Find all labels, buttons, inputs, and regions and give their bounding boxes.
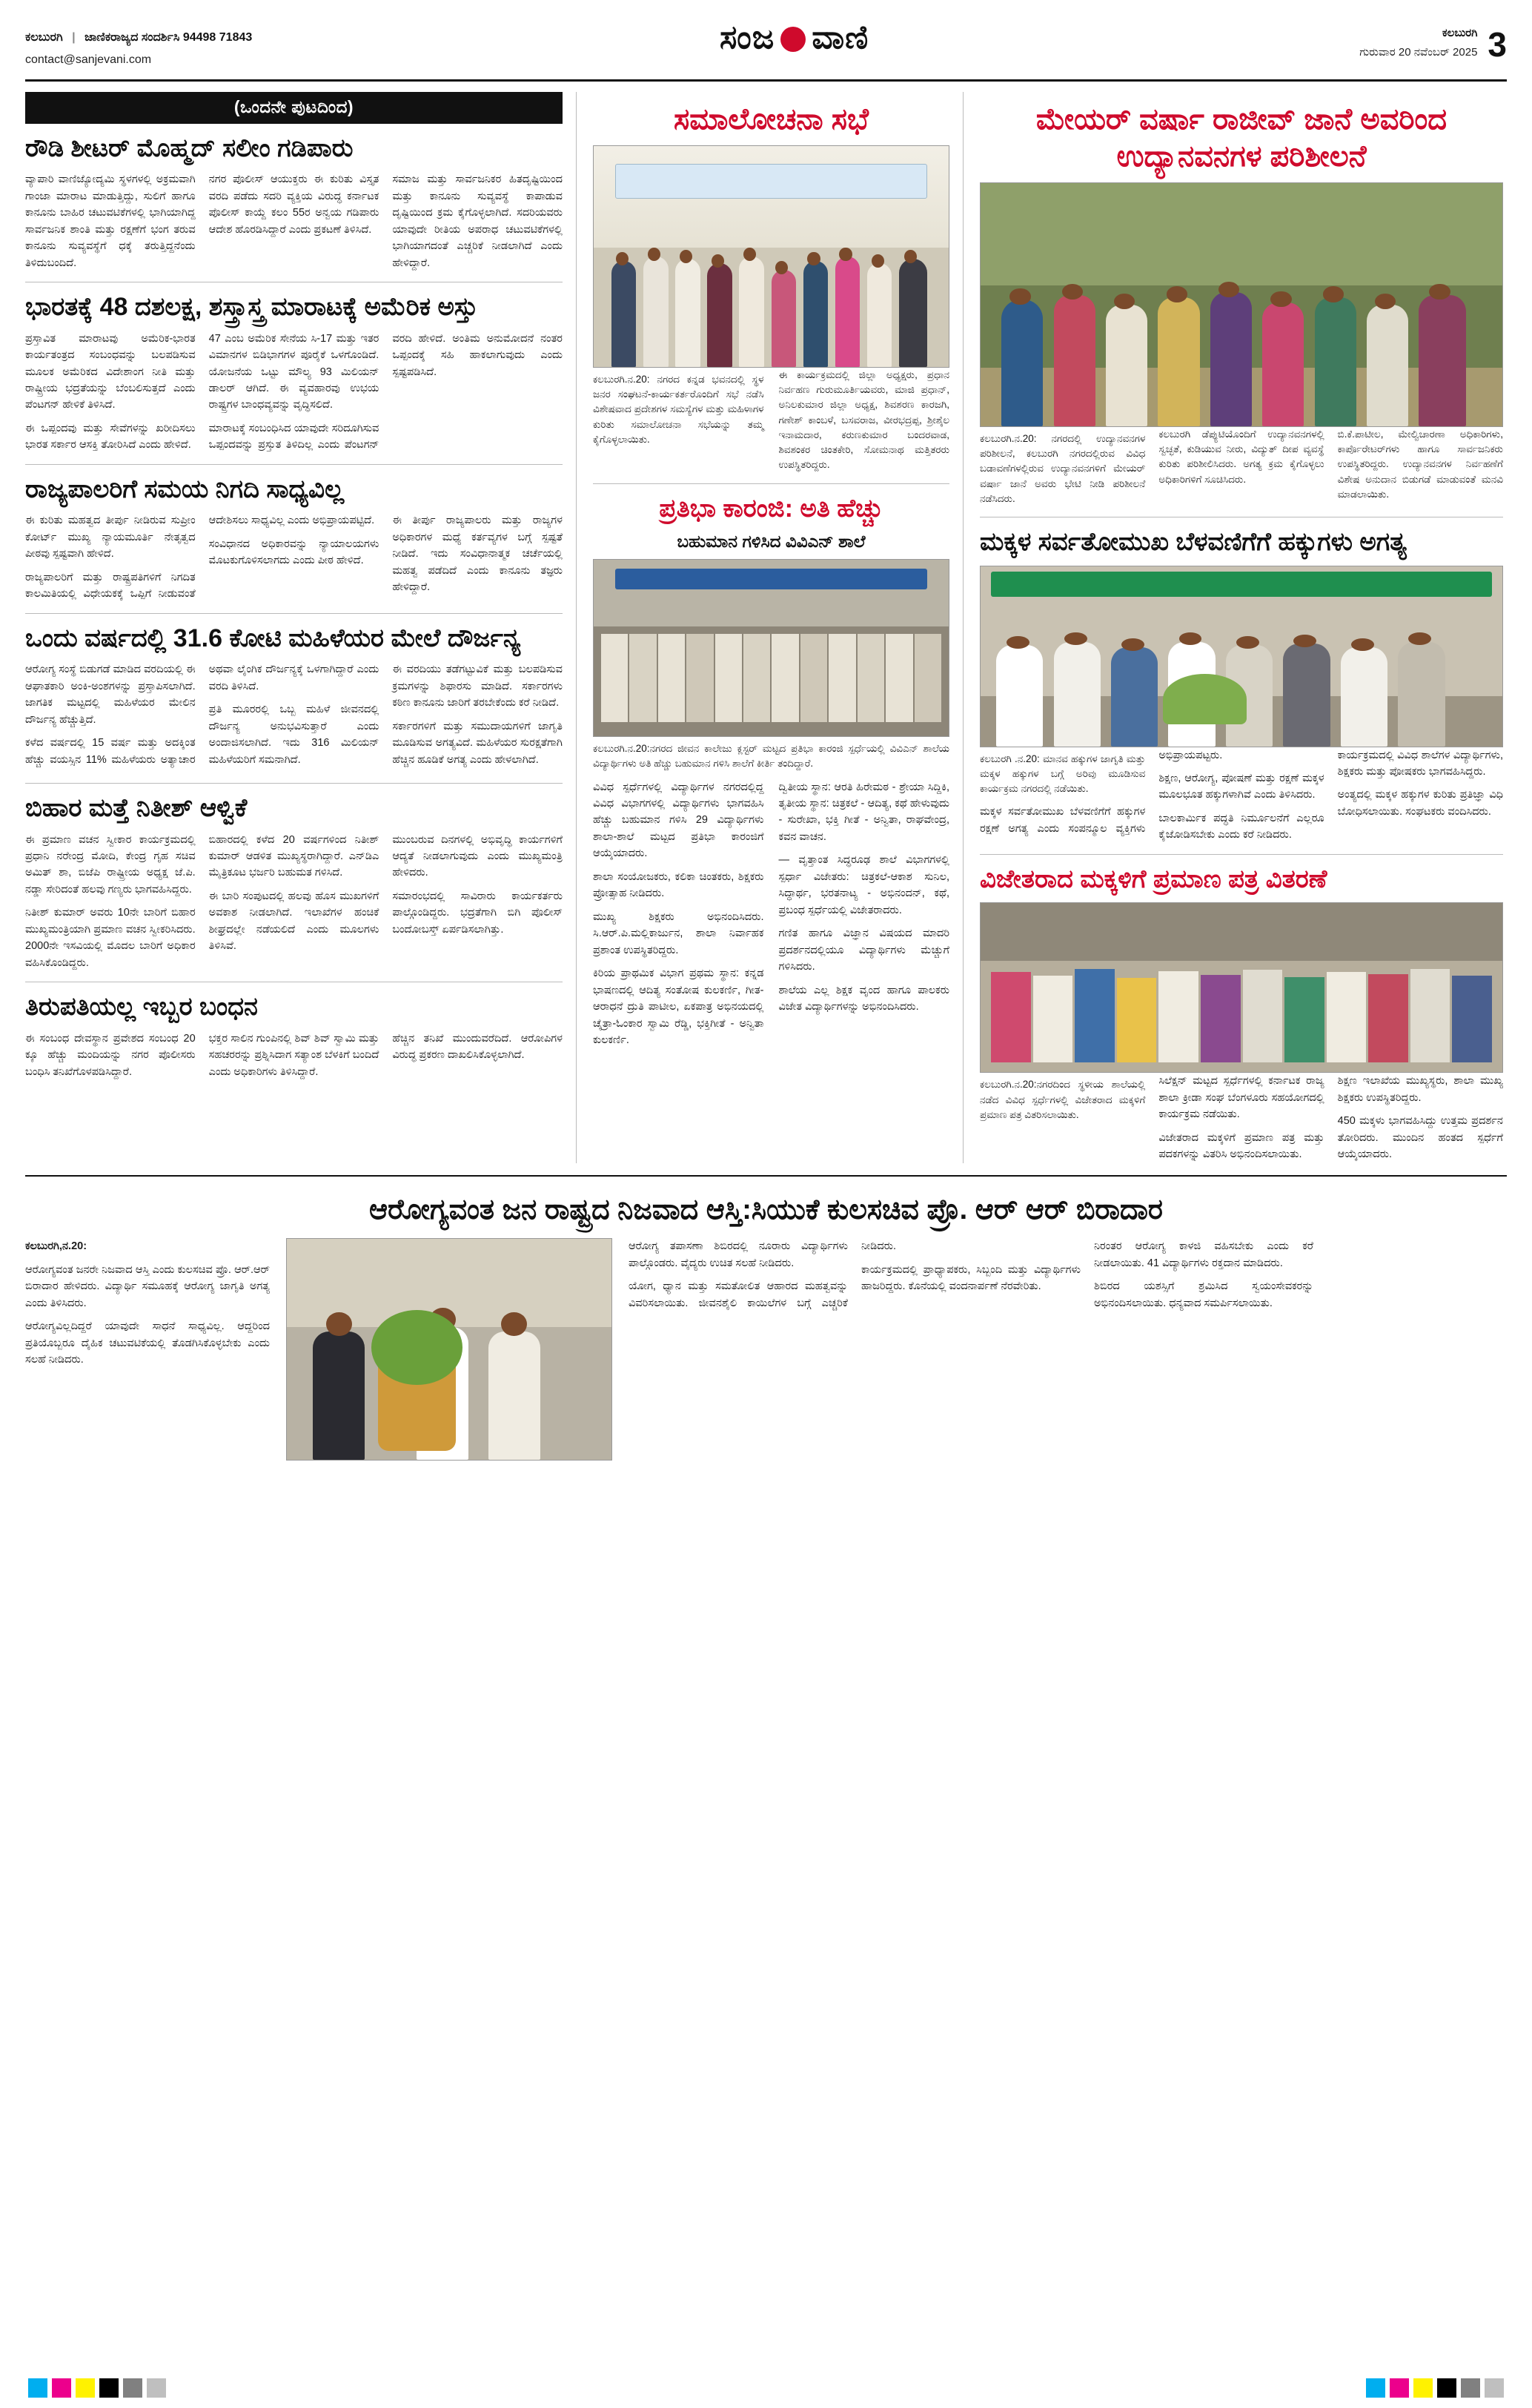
paragraph: ಅಂತ್ಯದಲ್ಲಿ ಮಕ್ಕಳ ಹಕ್ಕುಗಳ ಕುರಿತು ಪ್ರತಿಜ್ಞಾ ವಿಧಿ ಬೋಧಿಸಲಾಯಿತು. ಸಂಘಟಕರು ವಂದಿಸಿದರು. (1337, 789, 1503, 818)
swatch-cyan (1366, 2378, 1385, 2398)
photo-caption: ಬಿ.ಕೆ.ಪಾಟೀಲ, ಮೇಲ್ವಿಚಾರಣಾ ಅಧಿಕಾರಿಗಳು, ಕಾರ್ಪೊರೇಟರ್‌ಗಳು ಹಾಗೂ ಸಾರ್ವಜನಿಕರು ಉಪಸ್ಥಿತರಿದ್ದರು. ಉದ್ಯಾನವನಗಳ ನಿರ್ವಹಣೆಗೆ ವಿಶೇಷ ಅನುದಾನ ಬಿಡುಗಡೆ ಮಾಡುವಂತೆ ಮನವಿ ಮಾಡಲಾಯಿತು. (1337, 428, 1503, 500)
continued-from-page-one-banner: (ಒಂದನೇ ಪುಟದಿಂದ) (25, 92, 563, 124)
paragraph: ಸಮಾಜ ಮತ್ತು ಸಾರ್ವಜನಿಕರ ಹಿತದೃಷ್ಟಿಯಿಂದ ಮತ್ತು ಕಾನೂನು ಸುವ್ಯವಸ್ಥೆ ಕಾಪಾಡುವ ದೃಷ್ಟಿಯಿಂದ ಕ್ರಮ ಕೈಗೊಳ್ಳಲಾಗಿದೆ. ಸದರಿಯವರು ಯಾವುದೇ ರೀತಿಯ ಅಪರಾಧ ಚಟುವಟಿಕೆಗಳಲ್ಲಿ ಭಾಗಿಯಾಗದಂತೆ ಎಚ್ಚರಿಕೆ ನೀಡಲಾಗಿದೆ ಎಂದು ಹೇಳಿದ್ದಾರೆ. (392, 173, 563, 269)
story-governor-timeline-body (25, 512, 563, 602)
masthead-separator: | (72, 31, 76, 44)
caption-consultation-meeting (593, 368, 949, 473)
paragraph: ಯೋಗ, ಧ್ಯಾನ ಮತ್ತು ಸಮತೋಲಿತ ಆಹಾರದ ಮಹತ್ವವನ್ನು ವಿವರಿಸಲಾಯಿತು. ಜೀವನಶೈಲಿ ಕಾಯಿಲೆಗಳ ಬಗ್ಗೆ ಎಚ್ಚರಿಕೆ ನೀಡಿದರು. (629, 1240, 897, 1309)
paragraph: ಮಕ್ಕಳ ಸರ್ವತೋಮುಖ ಬೆಳವಣಿಗೆಗೆ ಹಕ್ಕುಗಳ ರಕ್ಷಣೆ ಅಗತ್ಯ ಎಂದು ಸಂಪನ್ಮೂಲ ವ್ಯಕ್ತಿಗಳು ಅಭಿಪ್ರಾಯಪಟ್ಟರು. (980, 749, 1223, 835)
paragraph: ರಾಜ್ಯಪಾಲರಿಗೆ ಮತ್ತು ರಾಷ್ಟ್ರಪತಿಗಳಿಗೆ ನಿಗದಿತ ಕಾಲಮಿತಿಯಲ್ಲಿ ವಿಧೇಯಕಕ್ಕೆ ಒಪ್ಪಿಗೆ ನೀಡುವಂತೆ ಆದೇಶಿಸಲು ಸಾಧ್ಯವಿಲ್ಲ ಎಂದು ಅಭಿಪ್ರಾಯಪಟ್ಟಿದೆ. (25, 515, 375, 601)
paragraph: ದ್ವಿತೀಯ ಸ್ಥಾನ: ಆರತಿ ಹಿರೇಮಠ - ಶ್ರೇಯಾ ಸಿದ್ದಿಕಿ, ತೃತೀಯ ಸ್ಥಾನ: ಚಿತ್ರಕಲೆ - ಆದಿತ್ಯ, ಕಥೆ ಹೇಳುವುದು - ಸುರೇಖಾ, ಭಕ್ತಿ ಗೀತೆ - ಅನ್ವಿತಾ, ರಾಘವೇಂದ್ರ, ಕವನ ವಾಚನ. (778, 781, 949, 843)
story-violence-against-women-body (25, 661, 563, 773)
masthead-phone: 94498 71843 (182, 31, 253, 44)
bottom-story-intro (25, 1238, 270, 1461)
column-right (980, 92, 1503, 1163)
paragraph: ಪ್ರಸ್ತಾವಿತ ಮಾರಾಟವು ಅಮೆರಿಕ-ಭಾರತ ಕಾರ್ಯತಂತ್ರದ ಸಂಬಂಧವನ್ನು ಬಲಪಡಿಸುವ ಮೂಲಕ ಅಮೆರಿಕದ ವಿದೇಶಾಂಗ ನೀತಿ ಮತ್ತು ರಾಷ್ಟ್ರೀಯ ಭದ್ರತೆಯನ್ನು ಬೆಂಬಲಿಸುತ್ತದೆ ಎಂದು ಪೆಂಟಗನ್ ಹೇಳಿಕೆ ತಿಳಿಸಿದೆ. (25, 332, 196, 411)
paragraph: ನಿತೀಶ್ ಕುಮಾರ್ ಅವರು 10ನೇ ಬಾರಿಗೆ ಬಿಹಾರ ಮುಖ್ಯಮಂತ್ರಿಯಾಗಿ ಪ್ರಮಾಣ ವಚನ ಸ್ವೀಕರಿಸಿದರು. 2000ನೇ ಇಸವಿಯಲ್ಲಿ ಮೊದಲ ಬಾರಿಗೆ ಅಧಿಕಾರ ವಹಿಸಿಕೊಂಡಿದ್ದರು. (25, 907, 196, 969)
swatch-gray-25 (1485, 2378, 1504, 2398)
photo-mayor-park-inspection (980, 182, 1503, 427)
logo-text-right: ವಾಣಿ (812, 19, 869, 56)
divider (25, 783, 563, 784)
photo-consultation-meeting (593, 145, 949, 368)
masthead-tagline: ಜಾಣಿಕರಾಜ್ಯದ ಸಂದರ್ಶಿಸಿ (84, 31, 180, 44)
photo-child-rights (980, 566, 1503, 747)
dateline: ಕಲಬುರಗಿ,ನ.20: (25, 1240, 87, 1253)
page-body (25, 82, 1507, 1163)
story-certificate-distribution-body (980, 1073, 1503, 1162)
photo-pratibha-karanji (593, 559, 949, 737)
swatch-yellow (76, 2378, 95, 2398)
paragraph: ಈ ವರದಿಯು ತಡೆಗಟ್ಟುವಿಕೆ ಮತ್ತು ಬಲಪಡಿಸುವ ಕ್ರಮಗಳನ್ನು ಶಿಫಾರಸು ಮಾಡಿದೆ. ಸರ್ಕಾರಗಳು ಕಠಿಣ ಕಾನೂನು ಜಾರಿಗೆ ತರಬೇಕೆಂದು ಕರೆ ನೀಡಿದೆ. (392, 664, 563, 710)
paragraph: ಶಿಕ್ಷಣ, ಆರೋಗ್ಯ, ಪೋಷಣೆ ಮತ್ತು ರಕ್ಷಣೆ ಮಕ್ಕಳ ಮೂಲಭೂತ ಹಕ್ಕುಗಳಾಗಿವೆ ಎಂದು ತಿಳಿಸಿದರು. (1158, 773, 1324, 801)
story-pratibha-karanji-body (593, 779, 949, 1049)
photo-caption: ಕಲಬುರಗಿ.ನ.20:ನಗರದಿಂದ ಸ್ಥಳೀಯ ಶಾಲೆಯಲ್ಲಿ ನಡೆದ ವಿವಿಧ ಸ್ಪರ್ಧೆಗಳಲ್ಲಿ ವಿಜೇತರಾದ ಮಕ್ಕಳಿಗೆ ಪ್ರಮಾಣ ಪತ್ರ ವಿತರಿಸಲಾಯಿತು. (980, 1079, 1146, 1120)
paragraph: ಶಾಲೆಯ ಎಲ್ಲ ಶಿಕ್ಷಕ ವೃಂದ ಹಾಗೂ ಪಾಲಕರು ವಿಜೇತ ವಿದ್ಯಾರ್ಥಿಗಳನ್ನು ಅಭಿನಂದಿಸಿದರು. (778, 984, 949, 1013)
headline-rowdy-sheeter: ರೌಡಿ ಶೀಟರ್ ಮೊಹ್ಮದ್ ಸಲೀಂ ಗಡಿಪಾರು (25, 133, 354, 162)
column-middle (593, 92, 964, 1163)
divider (980, 854, 1503, 855)
paragraph: ಆರೋಗ್ಯ ತಪಾಸಣಾ ಶಿಬಿರದಲ್ಲಿ ನೂರಾರು ವಿದ್ಯಾರ್ಥಿಗಳು ಪಾಲ್ಗೊಂಡರು. ವೈದ್ಯರು ಉಚಿತ ಸಲಹೆ ನೀಡಿದರು. (629, 1240, 848, 1269)
paragraph: ಗಣಿತ ಹಾಗೂ ವಿಜ್ಞಾನ ವಿಷಯದ ಮಾದರಿ ಪ್ರದರ್ಶನದಲ್ಲಿಯೂ ವಿದ್ಯಾರ್ಥಿಗಳು ಮೆಚ್ಚುಗೆ ಗಳಿಸಿದರು. (778, 927, 949, 973)
masthead-place: ಕಲಬುರಗಿ (25, 31, 63, 44)
headline-governor-timeline: ರಾಜ್ಯಪಾಲರಿಗೆ ಸಮಯ ನಿಗದಿ ಸಾಧ್ಯವಿಲ್ಲ (25, 474, 345, 503)
masthead (25, 19, 1507, 82)
swatch-magenta (1390, 2378, 1409, 2398)
paragraph: ಈ ಒಪ್ಪಂದವು ಮತ್ತು ಸೇವೆಗಳನ್ನು ಖರೀದಿಸಲು ಭಾರತ ಸರ್ಕಾರ ಆಸಕ್ತಿ ತೋರಿಸಿದೆ ಎಂದು ಹೇಳಿದೆ. (25, 422, 196, 452)
headline-consultation-meeting: ಸಮಾಲೋಚನಾ ಸಭೆ (674, 102, 869, 136)
paragraph: ಕಳೆದ ವರ್ಷದಲ್ಲಿ 15 ವರ್ಷ ಮತ್ತು ಅದಕ್ಕಿಂತ ಹೆಚ್ಚು ವಯಸ್ಸಿನ 11% ಮಹಿಳೆಯರು ಅತ್ಯಾಚಾರ ಅಥವಾ ಲೈಂಗಿಕ ದೌರ್ಜನ್ಯಕ್ಕೆ ಒಳಗಾಗಿದ್ದಾರೆ ಎಂದು ವರದಿ ತಿಳಿಸಿದೆ. (25, 664, 379, 766)
paragraph: ಈ ಪ್ರಮಾಣ ವಚನ ಸ್ವೀಕಾರ ಕಾರ್ಯಕ್ರಮದಲ್ಲಿ ಪ್ರಧಾನಿ ನರೇಂದ್ರ ಮೋದಿ, ಕೇಂದ್ರ ಗೃಹ ಸಚಿವ ಅಮಿತ್ ಶಾ, ಬಿಜೆಪಿ ರಾಷ್ಟ್ರೀಯ ಅಧ್ಯಕ್ಷ ಜೆ.ಪಿ. ನಡ್ಡಾ ಸೇರಿದಂತೆ ಹಲವು ಗಣ್ಯರು ಭಾಗವಹಿಸಿದ್ದರು. (25, 833, 196, 896)
paragraph: ಈ ಸಂಬಂಧ ದೇವಸ್ಥಾನ ಪ್ರವೇಶದ ಸಂಬಂಧ 20 ಕ್ಕೂ ಹೆಚ್ಚು ಮಂದಿಯನ್ನು ನಗರ ಪೊಲೀಸರು ಬಂಧಿಸಿ ತನಿಖೆಗೊಳಪಡಿಸಿದ್ದಾರೆ. (25, 1032, 196, 1078)
paragraph: ವಿಜೇತರಾದ ಮಕ್ಕಳಿಗೆ ಪ್ರಮಾಣ ಪತ್ರ ಮತ್ತು ಪದಕಗಳನ್ನು ವಿತರಿಸಿ ಅಭಿನಂದಿಸಲಾಯಿತು. (1158, 1131, 1324, 1161)
swatch-black (99, 2378, 119, 2398)
divider (593, 483, 949, 484)
paragraph: — ವೃತ್ತಾಂತ ಸಿದ್ಧರೂಢ ಶಾಲೆ ವಿಭಾಗಗಳಲ್ಲಿ ಸ್ಪರ್ಧಾ ವಿಜೇತರು: ಚಿತ್ರಕಲೆ-ಆಕಾಶ ಸುನಿಲ, ಸಿದ್ಧಾರ್ಥ, ಭರತನಾಟ್ಯ - ಅಭಿನಂದನ್, ಕಥೆ, ಪ್ರಬಂಧ ಸ್ಪರ್ಧೆಯಲ್ಲಿ ವಿಜೇತರಾದರು. (778, 854, 949, 916)
swatch-gray-25 (147, 2378, 166, 2398)
photo-certificate-distribution (980, 902, 1503, 1073)
headline-us-arms-sale: ಭಾರತಕ್ಕೆ 48 ದಶಲಕ್ಷ, ಶಸ್ತ್ರಾಸ್ತ್ರ ಮಾರಾಟಕ್ಕೆ ಅಮೆರಿಕ ಅಸ್ತು (25, 293, 478, 322)
captions-mayor-park-inspection (980, 427, 1503, 506)
divider (25, 464, 563, 465)
photo-health-event (286, 1238, 612, 1461)
paragraph: ಸಮಾರಂಭದಲ್ಲಿ ಸಾವಿರಾರು ಕಾರ್ಯಕರ್ತರು ಪಾಲ್ಗೊಂಡಿದ್ದರು. ಭದ್ರತೆಗಾಗಿ ಬಿಗಿ ಪೊಲೀಸ್ ಬಂದೋಬಸ್ತ್ ಏರ್ಪಡಿಸಲಾಗಿತ್ತು. (392, 890, 563, 936)
paragraph: ಆರೋಗ್ಯವಿಲ್ಲದಿದ್ದರೆ ಯಾವುದೇ ಸಾಧನೆ ಸಾಧ್ಯವಿಲ್ಲ. ಆದ್ದರಿಂದ ಪ್ರತಿಯೊಬ್ಬರೂ ದೈಹಿಕ ಚಟುವಟಿಕೆಯಲ್ಲಿ ತೊಡಗಿಸಿಕೊಳ್ಳಬೇಕು ಎಂದು ಸಲಹೆ ನೀಡಿದರು. (25, 1320, 270, 1366)
headline-health-registrar: ಆರೋಗ್ಯವಂತ ಜನ ರಾಷ್ಟ್ರದ ನಿಜವಾದ ಆಸ್ತಿ:ಸಿಯುಕೆ ಕುಲಸಚಿವ ಪ್ರೊ. ಆರ್ ಆರ್ ಬಿರಾದಾರ (369, 1194, 1163, 1226)
bottom-story (25, 1175, 1507, 1461)
divider (25, 613, 563, 614)
paragraph: ಮುಂಬರುವ ದಿನಗಳಲ್ಲಿ ಅಭಿವೃದ್ಧಿ ಕಾರ್ಯಗಳಿಗೆ ಆದ್ಯತೆ ನೀಡಲಾಗುವುದು ಎಂದು ಮುಖ್ಯಮಂತ್ರಿ ಹೇಳಿದರು. (392, 833, 563, 879)
photo-caption: ಕಲಬುರಗಿ.ನ.20: ನಗರದ ಕನ್ನಡ ಭವನದಲ್ಲಿ ಸ್ಥಳ ಜನರ ಸಂಘಟನೆ-ಕಾರ್ಯಕರ್ತರೊಂದಿಗೆ ಸಭೆ ನಡೆಸಿ ವಿಶೇಷವಾದ ಪ್ರದೇಶಗಳ ಸಮಸ್ಯೆಗಳ ಮತ್ತು ಮಹಿಳಾಗಳ ಕುರಿತು ಸಮಾಲೋಚನಾ ಸಭೆಯನ್ನು ತಮ್ಮ ಕೈಗೊಳ್ಳಲಾಯಿತು. (593, 373, 764, 445)
headline-pratibha-karanji: ಪ್ರತಿಭಾ ಕಾರಂಜಿ: ಅತಿ ಹೆಚ್ಚು (659, 494, 883, 523)
paragraph: ಶಾಲಾ ಸಂಯೋಜಕರು, ಕಲಿಕಾ ಚಿಂತಕರು, ಶಿಕ್ಷಕರು ಪ್ರೋತ್ಸಾಹ ನೀಡಿದರು. (593, 870, 764, 900)
paragraph: ಬಾಲಕಾರ್ಮಿಕ ಪದ್ಧತಿ ನಿರ್ಮೂಲನೆಗೆ ಎಲ್ಲರೂ ಕೈಜೋಡಿಸಬೇಕು ಎಂದು ಕರೆ ನೀಡಿದರು. (1158, 812, 1324, 841)
paragraph: ಹೆಚ್ಚಿನ ತನಿಖೆ ಮುಂದುವರೆದಿದೆ. ಆರೋಪಿಗಳ ವಿರುದ್ಧ ಪ್ರಕರಣ ದಾಖಲಿಸಿಕೊಳ್ಳಲಾಗಿದೆ. (392, 1032, 563, 1062)
headline-bihar-nitish: ಬಿಹಾರ ಮತ್ತೆ ನಿತೀಶ್ ಆಳ್ವಿಕೆ (25, 794, 248, 823)
paragraph: ಆರೋಗ್ಯ ಸಂಸ್ಥೆ ಬಿಡುಗಡೆ ಮಾಡಿದ ವರದಿಯಲ್ಲಿ ಈ ಆಘಾತಕಾರಿ ಅಂಕಿ-ಅಂಶಗಳನ್ನು ಪ್ರಸ್ತಾಪಿಸಲಾಗಿದೆ. ಜಾಗತಿಕ ಮಟ್ಟದಲ್ಲಿ ಮಹಿಳೆಯರ ಮೇಲಿನ ದೌರ್ಜನ್ಯ ಹೆಚ್ಚುತ್ತಿದೆ. (25, 664, 196, 726)
paragraph: ಕಿರಿಯ ಪ್ರಾಥಮಿಕ ವಿಭಾಗ ಪ್ರಥಮ ಸ್ಥಾನ: ಕನ್ನಡ ಭಾಷಣದಲ್ಲಿ ಆದಿತ್ಯ ಸಂತೋಷ ಕುಲಕರ್ಣಿ, ಗೀತ-ಆರಾಧನೆ ದ್ರುತಿ ಪಾಟೀಲ, ಏಕಪಾತ್ರ ಅಭಿನಯದಲ್ಲಿ ಚೈತ್ರಾ-ಓಂಕಾರ ಸ್ವಾಮಿ ರೆಡ್ಡಿ, ಭಕ್ತಿಗೀತೆ - ಅನ್ವಿತಾ ಕುಲಕರ್ಣಿ. (593, 968, 764, 1047)
paragraph: 450 ಮಕ್ಕಳು ಭಾಗವಹಿಸಿದ್ದು ಉತ್ತಮ ಪ್ರದರ್ಶನ ತೋರಿದರು. ಮುಂದಿನ ಹಂತದ ಸ್ಪರ್ಧೆಗೆ ಆಯ್ಕೆಯಾದರು. (1337, 1115, 1503, 1161)
logo-text-left: ಸಂಜ (719, 19, 775, 56)
paragraph: ಮಾರಾಟಕ್ಕೆ ಸಂಬಂಧಿಸಿದ ಯಾವುದೇ ಸರಿದೂಗಿಸುವ ಒಪ್ಪಂದವನ್ನು ಪ್ರಸ್ತುತ ತಿಳಿದಿಲ್ಲ ಎಂದು ಪೆಂಟಗನ್ ವರದಿ ಹೇಳಿದೆ. ಅಂತಿಮ ಅನುಮೋದನೆ ನಂತರ ಒಪ್ಪಂದಕ್ಕೆ ಸಹಿ ಹಾಕಲಾಗುವುದು ಎಂದು ಸ್ಪಷ್ಟಪಡಿಸಿದೆ. (208, 332, 563, 452)
paragraph: ಆರೋಗ್ಯವಂತ ಜನರೇ ನಿಜವಾದ ಆಸ್ತಿ ಎಂದು ಕುಲಸಚಿವ ಪ್ರೊ. ಆರ್.ಆರ್ ಬಿರಾದಾರ ಹೇಳಿದರು. ವಿದ್ಯಾರ್ಥಿ ಸಮೂಹಕ್ಕೆ ಆರೋಗ್ಯ ಜಾಗೃತಿ ಅಗತ್ಯ ಎಂದು ತಿಳಿಸಿದರು. (25, 1263, 270, 1309)
paragraph: ಕಾರ್ಯಕ್ರಮದಲ್ಲಿ ಪ್ರಾಧ್ಯಾಪಕರು, ಸಿಬ್ಬಂದಿ ಮತ್ತು ವಿದ್ಯಾರ್ಥಿಗಳು ಹಾಜರಿದ್ದರು. ಕೊನೆಯಲ್ಲಿ ವಂದನಾರ್ಪಣೆ ನೆರವೇರಿತು. (861, 1263, 1081, 1293)
paragraph: ಈ ಕುರಿತು ಮಹತ್ವದ ತೀರ್ಪು ನೀಡಿರುವ ಸುಪ್ರೀಂ ಕೋರ್ಟ್ ಮುಖ್ಯ ನ್ಯಾಯಮೂರ್ತಿ ನೇತೃತ್ವದ ಪೀಠವು ಸ್ಪಷ್ಟವಾಗಿ ಹೇಳಿದೆ. (25, 515, 196, 560)
headline-tirupati-arrests: ತಿರುಪತಿಯಲ್ಲ ಇಬ್ಬರ ಬಂಧನ (25, 993, 258, 1022)
masthead-edition: ಕಲಬುರಗಿ (1442, 27, 1478, 39)
paragraph: 47 ಎಂಬ ಅಮೆರಿಕ ಸೇನೆಯ ಸಿ-17 ಮತ್ತು ಇತರ ವಿಮಾನಗಳ ಬಿಡಿಭಾಗಗಳ ಪೂರೈಕೆ ಒಳಗೊಂಡಿದೆ. ಯೋಜನೆಯ ಒಟ್ಟು ಮೌಲ್ಯ 93 ಮಿಲಿಯನ್ ಡಾಲರ್ ಆಗಿದೆ. ಈ ವ್ಯವಹಾರವು ಉಭಯ ರಾಷ್ಟ್ರಗಳ ಬಾಂಧವ್ಯವನ್ನು ವೃದ್ಧಿಸಲಿದೆ. (208, 332, 379, 411)
paragraph: ಬಿಹಾರದಲ್ಲಿ ಕಳೆದ 20 ವರ್ಷಗಳಿಂದ ನಿತೀಶ್ ಕುಮಾರ್ ಆಡಳಿತ ಮುಖ್ಯಸ್ಥರಾಗಿದ್ದಾರೆ. ಎನ್‌ಡಿಎ ಮೈತ್ರಿಕೂಟ ಭರ್ಜರಿ ಬಹುಮತ ಗಳಿಸಿದೆ. (208, 833, 379, 879)
registration-marks-right (1366, 2378, 1504, 2398)
bottom-story-layout (25, 1238, 1507, 1461)
swatch-magenta (52, 2378, 71, 2398)
column-left (25, 92, 577, 1163)
registration-marks-left (28, 2378, 166, 2398)
subheadline-pratibha-karanji: ಬಹುಮಾನ ಗಳಿಸಿದ ವಿವಿಎನ್ ಶಾಲೆ (677, 532, 866, 552)
headline-violence-against-women: ಒಂದು ವರ್ಷದಲ್ಲಿ 31.6 ಕೋಟಿ ಮಹಿಳೆಯರ ಮೇಲೆ ದೌರ್ಜನ್ಯ (25, 624, 521, 652)
headline-certificate-distribution: ವಿಜೇತರಾದ ಮಕ್ಕಳಿಗೆ ಪ್ರಮಾಣ ಪತ್ರ ವಿತರಣೆ (980, 864, 1327, 893)
photo-caption: ಕಲಬುರಗಿ.ನ.20:ನಗರದ ಜೀವನ ಕಾಲೇಜು ಕ್ಲಸ್ಟರ್ ಮಟ್ಟದ ಪ್ರತಿಭಾ ಕಾರಂಜಿ ಸ್ಪರ್ಧೆಯಲ್ಲಿ ವಿವಿಎನ್ ಶಾಲೆಯ ವಿದ್ಯಾರ್ಥಿಗಳು ಅತಿ ಹೆಚ್ಚು ಬಹುಮಾನ ಗಳಿಸಿ ಶಾಲೆಗೆ ಕೀರ್ತಿ ತಂದಿದ್ದಾರೆ. (593, 743, 949, 770)
swatch-gray-50 (123, 2378, 142, 2398)
paragraph: ನಗರ ಪೊಲೀಸ್ ಆಯುಕ್ತರು ಈ ಕುರಿತು ವಿಸ್ತೃತ ವರದಿ ಪಡೆದು ಸದರಿ ವ್ಯಕ್ತಿಯ ವಿರುದ್ಧ ಕರ್ನಾಟಕ ಪೊಲೀಸ್ ಕಾಯ್ದೆ ಕಲಂ 55ರ ಅನ್ವಯ ಗಡಿಪಾರು ಆದೇಶ ಹೊರಡಿಸಿದ್ದಾರೆ ಎಂದು ಪ್ರಕಟಣೆ ತಿಳಿಸಿದೆ. (208, 173, 379, 236)
masthead-email: contact@sanjevani.com (25, 53, 152, 67)
photo-caption: ಕಲಬುರಗಿ ಡೆಪ್ಯುಟಿಯೊಂದಿಗೆ ಉದ್ಯಾನವನಗಳಲ್ಲಿ ಸ್ವಚ್ಛತೆ, ಕುಡಿಯುವ ನೀರು, ವಿದ್ಯುತ್ ದೀಪ ವ್ಯವಸ್ಥೆ ಕುರಿತು ಪರಿಶೀಲಿಸಿದರು. ಅಗತ್ಯ ಕ್ರಮ ಕೈಗೊಳ್ಳಲು ಅಧಿಕಾರಿಗಳಿಗೆ ಸೂಚಿಸಿದರು. (1158, 428, 1324, 485)
swatch-black (1437, 2378, 1456, 2398)
photo-caption: ಕಲಬುರಗಿ .ನ.20: ಮಾನವ ಹಕ್ಕುಗಳ ಜಾಗೃತಿ ಮತ್ತು ಮಕ್ಕಳ ಹಕ್ಕುಗಳ ಬಗ್ಗೆ ಅರಿವು ಮೂಡಿಸುವ ಕಾರ್ಯಕ್ರಮ ನಗರದಲ್ಲಿ ನಡೆಯಿತು. (980, 752, 1146, 795)
paragraph: ಶಿಬಿರದ ಯಶಸ್ಸಿಗೆ ಶ್ರಮಿಸಿದ ಸ್ವಯಂಸೇವಕರನ್ನು ಅಭಿನಂದಿಸಲಾಯಿತು. ಧನ್ಯವಾದ ಸಮರ್ಪಿಸಲಾಯಿತು. (1094, 1280, 1313, 1309)
page-number: 3 (1488, 25, 1507, 64)
paragraph: ಮುಖ್ಯ ಶಿಕ್ಷಕರು ಅಭಿನಂದಿಸಿದರು. ಸಿ.ಆರ್.ಪಿ.ಮಲ್ಲಿಕಾರ್ಜುನ, ಶಾಲಾ ನಿರ್ವಾಹಕ ಪ್ರಶಾಂತ ಉಪಸ್ಥಿತರಿದ್ದರು. (593, 910, 764, 956)
headline-child-rights: ಮಕ್ಕಳ ಸರ್ವತೋಮುಖ ಬೆಳವಣಿಗೆಗೆ ಹಕ್ಕುಗಳು ಅಗತ್ಯ (980, 528, 1407, 557)
paragraph: ಭಕ್ತರ ಸಾಲಿನ ಗುಂಪಿನಲ್ಲಿ ಶಿವ್ ಶಿವ್ ಸ್ವಾಮಿ ಮತ್ತು ಸಹಚರರನ್ನು ಪ್ರಶ್ನಿಸಿದಾಗ ಸತ್ಯಾಂಶ ಬೆಳಕಿಗೆ ಬಂದಿದೆ ಎಂದು ಅಧಿಕಾರಿಗಳು ತಿಳಿಸಿದ್ದಾರೆ. (208, 1032, 379, 1078)
story-us-arms-sale-body (25, 331, 563, 454)
paragraph: ಪ್ರತಿ ಮೂರರಲ್ಲಿ ಒಬ್ಬ ಮಹಿಳೆ ಜೀವನದಲ್ಲಿ ದೌರ್ಜನ್ಯ ಅನುಭವಿಸುತ್ತಾರೆ ಎಂದು ಅಂದಾಜಿಸಲಾಗಿದೆ. ಇದು 316 ಮಿಲಿಯನ್ ಮಹಿಳೆಯರಿಗೆ ಸಮನಾಗಿದೆ. (208, 704, 379, 766)
paragraph: ಸರ್ಕಾರಗಳಿಗೆ ಮತ್ತು ಸಮುದಾಯಗಳಿಗೆ ಜಾಗೃತಿ ಮೂಡಿಸುವ ಅಗತ್ಯವಿದೆ. ಮಹಿಳೆಯರ ಸುರಕ್ಷತೆಗಾಗಿ ಹೆಚ್ಚಿನ ಹೂಡಿಕೆ ಅಗತ್ಯ ಎಂದು ಹೇಳಲಾಗಿದೆ. (392, 720, 563, 766)
story-bihar-nitish-body (25, 832, 563, 972)
paragraph: ನಿರಂತರ ಆರೋಗ್ಯ ಕಾಳಜಿ ವಹಿಸಬೇಕು ಎಂದು ಕರೆ ನೀಡಲಾಯಿತು. 41 ವಿದ್ಯಾರ್ಥಿಗಳು ರಕ್ತದಾನ ಮಾಡಿದರು. (1094, 1240, 1313, 1269)
paragraph: ಕಾರ್ಯಕ್ರಮದಲ್ಲಿ ವಿವಿಧ ಶಾಲೆಗಳ ವಿದ್ಯಾರ್ಥಿಗಳು, ಶಿಕ್ಷಕರು ಮತ್ತು ಪೋಷಕರು ಭಾಗವಹಿಸಿದ್ದರು. (1337, 749, 1503, 778)
paragraph: ಈ ಬಾರಿ ಸಂಪುಟದಲ್ಲಿ ಹಲವು ಹೊಸ ಮುಖಗಳಿಗೆ ಅವಕಾಶ ನೀಡಲಾಗಿದೆ. ಇಲಾಖೆಗಳ ಹಂಚಿಕೆ ಶೀಘ್ರದಲ್ಲೇ ನಡೆಯಲಿದೆ ಎಂದು ಮೂಲಗಳು ತಿಳಿಸಿವೆ. (208, 890, 379, 953)
logo-mark-icon (780, 27, 806, 52)
masthead-contact (25, 19, 252, 72)
swatch-yellow (1413, 2378, 1433, 2398)
paragraph: ಈ ತೀರ್ಪು ರಾಜ್ಯಪಾಲರು ಮತ್ತು ರಾಜ್ಯಗಳ ಅಧಿಕಾರಗಳ ಮಧ್ಯೆ ಕರ್ತವ್ಯಗಳ ಬಗ್ಗೆ ಸ್ಪಷ್ಟತೆ ನೀಡಿದೆ. ಇದು ಸಂವಿಧಾನಾತ್ಮಕ ಚರ್ಚೆಯಲ್ಲಿ ಮಹತ್ವ ಪಡೆದಿದೆ ಎಂದು ಕಾನೂನು ತಜ್ಞರು ಹೇಳಿದ್ದಾರೆ. (392, 515, 563, 594)
photo-caption: ಈ ಕಾರ್ಯಕ್ರಮದಲ್ಲಿ ಜಿಲ್ಲಾ ಅಧ್ಯಕ್ಷರು, ಪ್ರಧಾನ ನಿರ್ವಹಣ ಗುರುಮೂರ್ತಿಯವರು, ಮಾಜಿ ಪ್ರಧಾನ್, ಅನಿಲಕುಮಾರ ಜಿಲ್ಲಾ ಅಧ್ಯಕ್ಷ, ಶಿವಶರಣ ಕಾರಜಗಿ, ಗಣೇಶ್ ಕಾಂಬಳೆ, ಬಸವರಾಜ, ವೀರಭದ್ರಪ್ಪ, ಶ್ರೀಶೈಲ ಇನಾಮದಾರ, ಕರುಣಕುಮಾರ ಬಂದರವಾಡ, ಶಿವಶಂಕರ ಚಿಂತಕೇರಿ, ಸೋಮನಾಥ ಮತ್ತಿತರರು ಉಪಸ್ಥಿತರಿದ್ದರು. (778, 368, 949, 471)
story-child-rights-body (980, 747, 1503, 844)
masthead-date: ಗುರುವಾರ 20 ನವೆಂಬರ್ 2025 (1359, 45, 1478, 59)
paragraph: ಸಂವಿಧಾನದ ಅಧಿಕಾರವನ್ನು ನ್ಯಾಯಾಲಯಗಳು ಮೊಟಕುಗೊಳಿಸಲಾಗದು ಎಂದು ಪೀಠ ಹೇಳಿದೆ. (208, 538, 379, 567)
paragraph: ವಿವಿಧ ಸ್ಪರ್ಧೆಗಳಲ್ಲಿ ವಿದ್ಯಾರ್ಥಿಗಳ ನಗರದಲ್ಲಿದ್ದ ವಿವಿಧ ವಿಭಾಗಗಳಲ್ಲಿ ವಿದ್ಯಾರ್ಥಿಗಳು ಭಾಗವಹಿಸಿ ಹೆಚ್ಚು ಬಹುಮಾನ ಗಳಿಸಿ 29 ವಿದ್ಯಾರ್ಥಿಗಳು ಶಾಲಾ-ಶಾಲೆ ಮಟ್ಟದ ಪ್ರತಿಭಾ ಕಾರಂಜಿಗೆ ಆಯ್ಕೆಯಾದರು. (593, 781, 764, 860)
story-tirupati-arrests-body (25, 1031, 563, 1082)
swatch-cyan (28, 2378, 47, 2398)
story-rowdy-sheeter-body (25, 171, 563, 271)
masthead-edition-block (1336, 19, 1507, 62)
masthead-logo (252, 19, 1336, 56)
bottom-story-body (629, 1238, 1532, 1461)
paragraph: ಶಿಕ್ಷಣ ಇಲಾಖೆಯ ಮುಖ್ಯಸ್ಥರು, ಶಾಲಾ ಮುಖ್ಯ ಶಿಕ್ಷಕರು ಉಪಸ್ಥಿತರಿದ್ದರು. (1337, 1075, 1503, 1104)
paragraph: ಸಿಲೆಕ್ಷನ್ ಮಟ್ಟದ ಸ್ಪರ್ಧೆಗಳಲ್ಲಿ ಕರ್ನಾಟಕ ರಾಜ್ಯ ಶಾಲಾ ಕ್ರೀಡಾ ಸಂಘ ಬೆಂಗಳೂರು ಸಹಯೋಗದಲ್ಲಿ ಕಾರ್ಯಕ್ರಮ ನಡೆಯಿತು. (1158, 1075, 1324, 1121)
paragraph: ವ್ಯಾಪಾರಿ ವಾಣಿಜ್ಯೋದ್ಯಮಿ ಸ್ಥಳಗಳಲ್ಲಿ ಅಕ್ರಮವಾಗಿ ಗಾಂಜಾ ಮಾರಾಟ ಮಾಡುತ್ತಿದ್ದು, ಸುಲಿಗೆ ಹಾಗೂ ಕಾನೂನು ಬಾಹಿರ ಚಟುವಟಿಕೆಗಳಲ್ಲಿ ಭಾಗಿಯಾಗಿದ್ದ ಸಾರ್ವಜನಿಕ ಶಾಂತಿ ಮತ್ತು ರಕ್ಷಣೆಗೆ ಭಂಗ ತರುವ ಕಾನೂನು ಸುವ್ಯವಸ್ಥೆಗೆ ಧಕ್ಕೆ ತರುತ್ತಿದ್ದನೆಂದು ತಿಳಿದುಬಂದಿದೆ. (25, 173, 196, 269)
photo-caption: ಕಲಬುರಗಿ.ನ.20: ನಗರದಲ್ಲಿ ಉದ್ಯಾನವನಗಳ ಪರಿಶೀಲನೆ, ಕಲಬುರಗಿ ನಗರದಲ್ಲಿರುವ ವಿವಿಧ ಬಡಾವಣೆಗಳಲ್ಲಿರುವ ಉದ್ಯಾನವನಗಳಿಗೆ ಮೇಯರ್ ವರ್ಷಾ ಜಾನೆ ಅವರು ಭೇಟಿ ನೀಡಿ ಪರಿಶೀಲನೆ ನಡೆಸಿದರು. (980, 432, 1146, 504)
headline-mayor-park-inspection: ಮೇಯರ್ ವರ್ಷಾ ರಾಜೀವ್ ಜಾನೆ ಅವರಿಂದ ಉದ್ಯಾನವನಗಳ ಪರಿಶೀಲನೆ (1035, 102, 1448, 173)
swatch-gray-50 (1461, 2378, 1480, 2398)
